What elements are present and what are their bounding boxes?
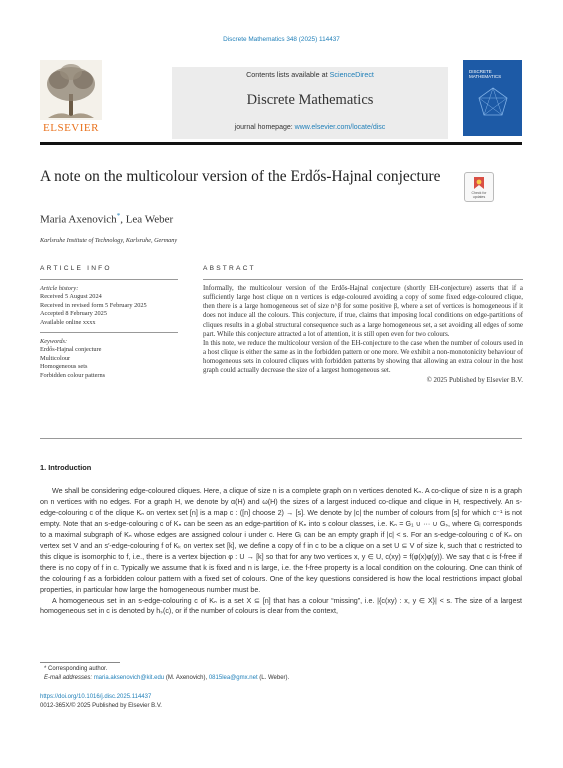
article-info-rule (40, 279, 178, 280)
abstract-body (203, 284, 523, 385)
journal-header-band (172, 67, 448, 139)
author-separator: , (120, 213, 126, 226)
body-paragraph: We shall be considering edge-coloured cliques. Here, a clique of size n is a complete graph on n vertices denoted Kₙ. A co-clique of size n is a graph on n vertices with no edges. For a graph H, we denote by α(H) and ω(H) the sizes of a largest induced co-clique and clique in H, respectively. An s-edge-colouring c of the clique Kₙ on vertex set [n] is a map c : ([n] choose 2) → [s]. We denote by |c| the number of colours from [s] for which c⁻¹ is not empty. Note that an s-edge-colouring c of Kₙ can be seen as an edge-partition of Kₙ into s colour classes, i.e. Kₙ = G₁ ∪ ··· ∪ Gₛ, where Gᵢ corresponds to a maximal subgraph of Kₙ whose edges are assigned colour i under c. Here Gᵢ can be an empty graph if |c| < s. For an s-edge-colouring c of Kₙ on vertex set V and an s′-edge-colouring f of Kₖ on vertex set [k], we define a copy of f in c to be a clique on a set U ⊆ V of size k, such that c restricted to this clique is isomorphic to f, i.e., there is a vertex bijection φ : U → [k] so that for any two vertices x, y ∈ U, c(xy) = f(φ(x)φ(y)). We say that c is f-free if there is no copy of f in c. Typically we assume that k is fixed and n is large, i.e. the f-free property is a local condition on the colouring. One can think of the colouring f as a forbidden colour pattern with a fixed set of colours. One of the key questions considered is how the local restrictions impact global properties, in particular how large the homogeneous number must be. (40, 487, 522, 594)
journal-title: Discrete Mathematics (246, 92, 374, 108)
corresponding-text: Corresponding author. (48, 666, 108, 672)
article-info-heading: ARTICLE INFO (40, 265, 112, 272)
history-item: Accepted 8 February 2025 (40, 310, 107, 318)
homepage-prefix: journal homepage: (234, 124, 295, 131)
body-paragraph: A homogeneous set in an s-edge-colouring c of Kₙ is a set X ⊆ [n] that has a colour “missing”, i.e. |{c(xy) : x, y ∈ X}| < s. The size of a largest homogeneous set in c is denoted by hₛ(c), or if the number of colours is clear from the context, (40, 596, 522, 616)
introduction-body (40, 486, 522, 617)
abstract-paragraph: Informally, the multicolour version of the Erdős-Hajnal conjecture (shortly EH-conjecture) asserts that if a sufficiently large host clique on n vertices is edge-coloured avoiding a copy of some fixed edge-coloured clique, then there is a large homogeneous set of size n^β for some positive β, where a set of vertices is homogeneous if it does not induce all the colours. This conjecture, if true, claims that imposing local conditions on edge-partitions of cliques results in a global structural consequence such as a large homogeneous set, a set avoiding all edges of some part. While this conjecture attracted a lot of attention, it is still open even for two colours. (203, 285, 523, 338)
cover-graph-icon (477, 86, 509, 118)
article-title: A note on the multicolour version of the Erdős-Hajnal conjecture (40, 168, 441, 185)
email-link-1[interactable]: maria.aksenovich@kit.edu (93, 675, 165, 681)
keyword-item: Erdős-Hajnal conjecture (40, 346, 102, 354)
header-rule (40, 142, 522, 145)
contents-line (172, 70, 448, 79)
abstract-paragraph: In this note, we reduce the multicolour version of the EH-conjecture to the case when the number of colours used in a host clique is either the same as in the forbidden pattern or one more. We exhibit a non-monotonicity behaviour of homogeneous sets in coloured cliques with forbidden patterns by showing that allowing an extra colour in the host graph could actually decrease the size of a largest homogeneous set. (203, 339, 523, 375)
keyword-item: Homogeneous sets (40, 363, 88, 371)
affiliation: Karlsruhe Institute of Technology, Karlsruhe, Germany (40, 237, 178, 244)
publisher-name: ELSEVIER (43, 122, 99, 134)
elsevier-logo[interactable] (40, 60, 102, 136)
history-label: Article history: (40, 285, 79, 292)
author-list (40, 212, 173, 226)
issn-line: 0012-365X/© 2025 Published by Elsevier B.V. (40, 703, 162, 709)
email-owner-1: (M. Axenovich), (164, 675, 209, 681)
doi-link[interactable]: https://doi.org/10.1016/j.disc.2025.114437 (40, 694, 152, 700)
check-updates-label: Check for updates (471, 191, 487, 200)
keywords-label: Keywords: (40, 338, 68, 346)
keyword-item: Forbidden colour patterns (40, 371, 106, 379)
cover-title: DISCRETE MATHEMATICS (469, 69, 502, 79)
abstract-rule (203, 279, 523, 280)
corresponding-author-mark[interactable]: * (116, 212, 121, 220)
keyword-item: Multicolour (40, 354, 71, 362)
email-owner-2: (L. Weber). (257, 675, 290, 681)
journal-citation[interactable]: Discrete Mathematics 348 (2025) 114437 (223, 36, 340, 43)
history-item: Received 5 August 2024 (40, 293, 102, 301)
sciencedirect-link[interactable]: ScienceDirect (329, 70, 374, 79)
history-item: Received in revised form 5 February 2025 (40, 301, 147, 309)
email-link-2[interactable]: 0815lea@gmx.net (208, 675, 258, 681)
article-info-divider (40, 332, 178, 333)
doi-block (40, 693, 162, 711)
journal-homepage (172, 124, 448, 131)
footnote-rule (40, 662, 120, 663)
section-heading-introduction: 1. Introduction (40, 463, 92, 472)
author-2[interactable]: Lea Weber (125, 213, 174, 226)
check-for-updates-button[interactable] (464, 172, 494, 202)
corresponding-footnote (44, 665, 289, 674)
abstract-copyright: © 2025 Published by Elsevier B.V. (426, 376, 523, 384)
abstract-heading: ABSTRACT (203, 265, 256, 272)
author-1[interactable]: Maria Axenovich (40, 213, 117, 226)
email-label: E-mail addresses: (44, 675, 94, 681)
abstract-bottom-rule (40, 438, 522, 439)
article-info-box (40, 285, 178, 380)
history-item: Available online xxxx (40, 318, 96, 326)
footnote-mark: * (44, 666, 47, 672)
footnotes (44, 665, 289, 683)
bookmark-icon (473, 176, 485, 190)
contents-prefix: Contents lists available at (246, 70, 330, 79)
email-footnote (44, 674, 289, 683)
homepage-link[interactable]: www.elsevier.com/locate/disc (294, 124, 386, 131)
journal-cover[interactable] (463, 60, 522, 136)
